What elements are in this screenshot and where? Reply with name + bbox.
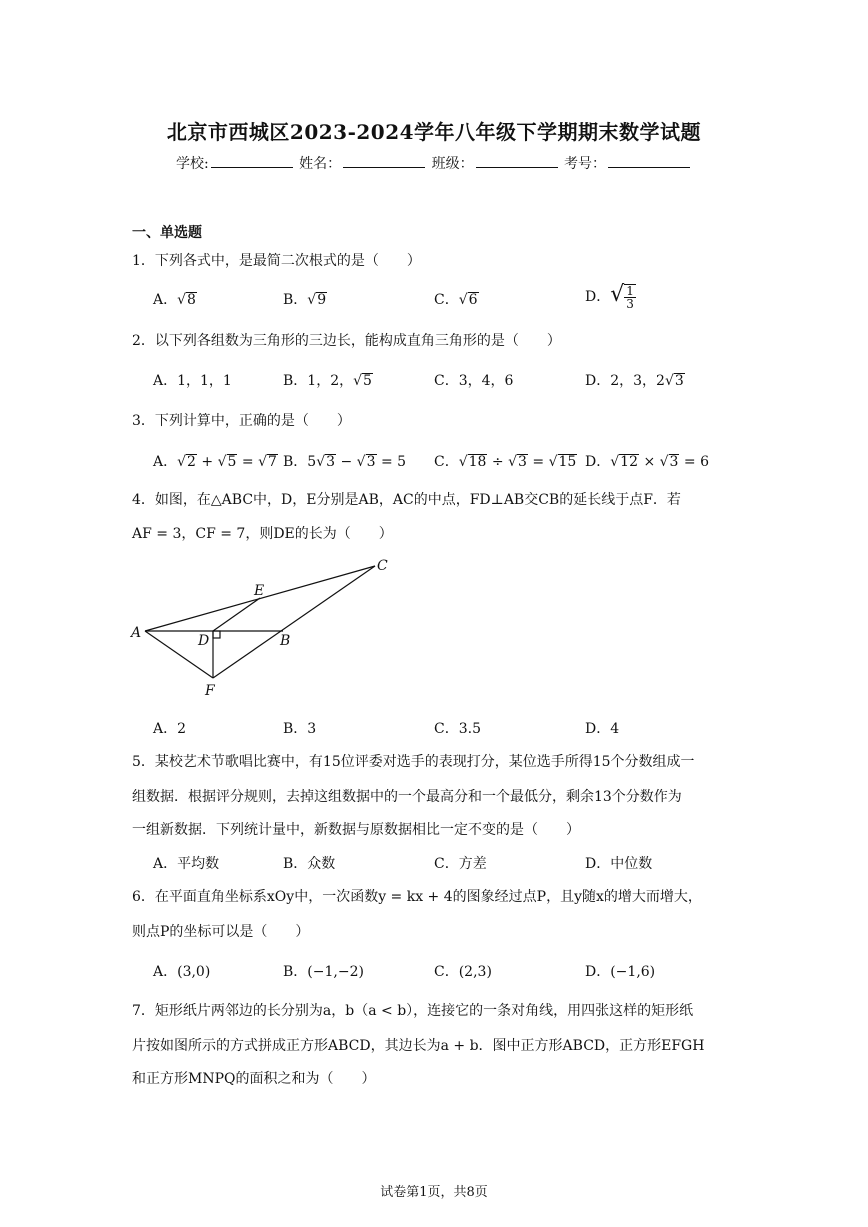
student-info-line	[0, 153, 868, 173]
q5-option-b[interactable]: B．众数	[283, 856, 336, 872]
q2-option-b[interactable]: B．1，2，√5	[283, 373, 372, 389]
exam-number-blank[interactable]	[608, 155, 690, 168]
q4-option-a[interactable]: A．2	[153, 721, 187, 737]
q2-option-c[interactable]: C．3，4，6	[434, 373, 514, 389]
q6-option-c[interactable]: C．(2,3)	[434, 964, 492, 980]
triangle-figure	[125, 553, 405, 703]
question-6-line1: 6．在平面直角坐标系xOy中，一次函数y = kx + 4的图象经过点P，且y随x的增大而增大，	[132, 889, 702, 905]
q5-option-c[interactable]: C．方差	[434, 856, 487, 872]
q6-option-d[interactable]: D．(−1,6)	[585, 964, 656, 980]
q1-option-a[interactable]: A．√8	[153, 292, 196, 308]
question-5-line3: 一组新数据．下列统计量中，新数据与原数据相比一定不变的是（ ）	[132, 822, 580, 838]
q4-option-b[interactable]: B．3	[283, 721, 317, 737]
label-b: B	[280, 633, 291, 649]
question-3-stem: 3．下列计算中，正确的是（ ）	[132, 413, 351, 429]
q6-option-b[interactable]: B．(−1,−2)	[283, 964, 364, 980]
page-footer: 试卷第1页，共8页	[380, 1185, 488, 1200]
q1-option-b[interactable]: B．√9	[283, 292, 327, 308]
q5-option-d[interactable]: D．中位数	[585, 856, 653, 872]
q1-option-c[interactable]: C．√6	[434, 292, 478, 308]
q4-option-c[interactable]: C．3.5	[434, 721, 481, 737]
question-6-line2: 则点P的坐标可以是（ ）	[132, 924, 310, 940]
question-7-line3: 和正方形MNPQ的面积之和为（ ）	[132, 1071, 376, 1087]
name-blank[interactable]	[343, 155, 425, 168]
question-4-line1: 4．如图，在△ABC中，D，E分别是AB，AC的中点，FD⊥AB交CB的延长线于点F．若	[132, 492, 681, 508]
label-e: E	[254, 583, 265, 599]
q4-option-d[interactable]: D．4	[585, 721, 620, 737]
question-4-line2: AF = 3，CF = 7，则DE的长为（ ）	[132, 526, 393, 542]
exam-number-label: 考号：	[564, 156, 607, 172]
question-2-stem: 2．以下列各组数为三角形的三边长，能构成直角三角形的是（ ）	[132, 333, 561, 349]
label-f: F	[205, 683, 215, 699]
question-5-line1: 5．某校艺术节歌唱比赛中，有15位评委对选手的表现打分，某位选手所得15个分数组成一	[132, 754, 695, 770]
question-7-line1: 7．矩形纸片两邻边的长分别为a，b（a < b），连接它的一条对角线，用四张这样的矩形纸	[132, 1003, 694, 1019]
right-angle-mark	[213, 631, 220, 638]
class-blank[interactable]	[476, 155, 558, 168]
school-blank[interactable]	[211, 155, 293, 168]
q5-option-a[interactable]: A．平均数	[153, 856, 220, 872]
segment-de	[213, 598, 260, 631]
label-c: C	[377, 558, 388, 574]
name-label: 姓名：	[299, 156, 342, 172]
q3-option-a[interactable]: A．√2 + √5 = √7	[153, 454, 277, 470]
section-heading: 一、单选题	[132, 225, 202, 241]
q3-option-c[interactable]: C．√18 ÷ √3 = √15	[434, 454, 577, 470]
page-title: 北京市西城区2023-2024学年八年级下学期期末数学试题	[166, 120, 702, 144]
label-a: A	[131, 625, 142, 641]
q2-option-d[interactable]: D．2，3，2√3	[585, 373, 684, 389]
q3-option-b[interactable]: B．5√3 − √3 = 5	[283, 454, 407, 470]
q3-option-d[interactable]: D．√12 × √3 = 6	[585, 454, 710, 470]
q2-option-a[interactable]: A．1，1，1	[153, 373, 232, 389]
question-7-line2: 片按如图所示的方式拼成正方形ABCD，其边长为a + b．图中正方形ABCD，正方形EFGH	[132, 1038, 705, 1054]
class-label: 班级：	[431, 156, 474, 172]
q6-option-a[interactable]: A．(3,0)	[153, 964, 211, 980]
segment-fc	[213, 566, 375, 678]
q1-option-d[interactable]: D．√ $\frac{1}{3}$	[585, 282, 634, 311]
question-1-stem: 1．下列各式中，是最简二次根式的是（ ）	[132, 253, 421, 269]
school-label: 学校:	[175, 156, 209, 172]
question-5-line2: 组数据．根据评分规则，去掉这组数据中的一个最高分和一个最低分，剩余13个分数作为	[132, 789, 682, 805]
label-d: D	[198, 633, 210, 649]
